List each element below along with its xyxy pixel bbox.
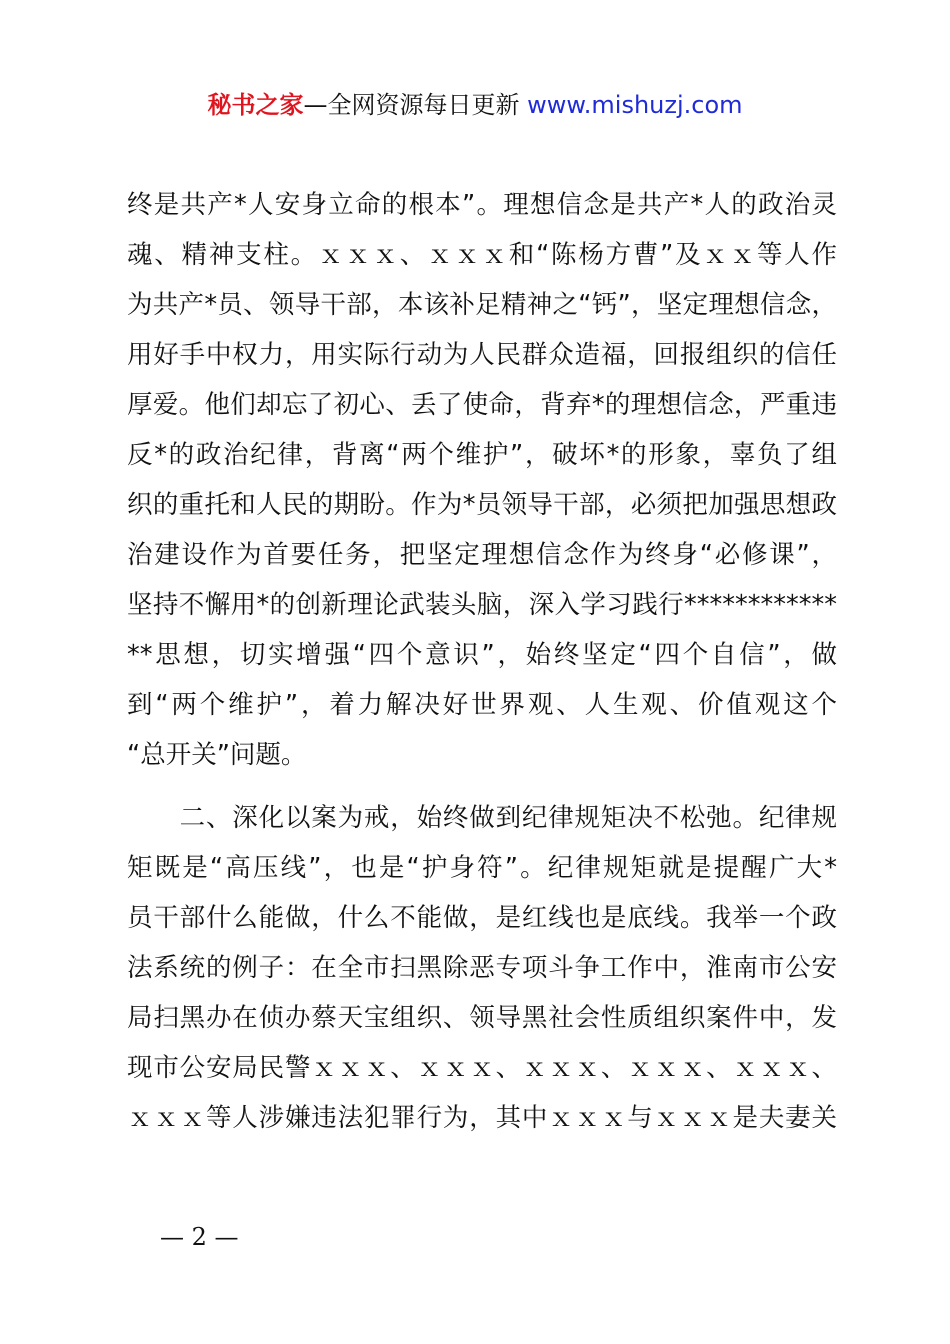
document-body [127,180,837,1143]
text-line: 坚持不懈用*的创新理论武装头脑，深入学习践行************ [127,590,837,620]
text-line: “总开关”问题。 [127,740,307,770]
text-line: 员干部什么能做，什么不能做，是红线也是底线。我举一个政 [127,903,837,933]
brand-name: 秘书之家 [207,91,304,119]
text-line: 治建设作为首要任务，把坚定理想信念作为终身“必修课”， [127,540,837,570]
text-line: 终是共产*人安身立命的根本”。理想信念是共产*人的政治灵 [127,190,837,220]
text-line: 魂、精神支柱。ｘｘｘ、ｘｘｘ和“陈杨方曹”及ｘｘ等人作 [127,240,837,270]
text-line: **思想，切实增强“四个意识”，始终坚定“四个自信”，做 [127,640,837,670]
page-number: — 2 — [160,1223,239,1251]
text-line: 局扫黑办在侦办蔡天宝组织、领导黑社会性质组织案件中，发 [127,1003,837,1033]
site-url-link[interactable]: www.mishuzj.com [527,91,743,119]
paragraph-gap [127,780,837,793]
paragraph-1 [127,180,837,780]
text-line: 反*的政治纪律，背离“两个维护”，破坏*的形象，辜负了组 [127,440,837,470]
text-line: 为共产*员、领导干部，本该补足精神之“钙”，坚定理想信念， [127,290,837,320]
text-line: 现市公安局民警ｘｘｘ、ｘｘｘ、ｘｘｘ、ｘｘｘ、ｘｘｘ、 [127,1053,837,1083]
text-line: 织的重托和人民的期盼。作为*员领导干部，必须把加强思想政 [127,490,837,520]
paragraph-2 [127,793,837,1143]
text-line: ｘｘｘ等人涉嫌违法犯罪行为，其中ｘｘｘ与ｘｘｘ是夫妻关 [127,1103,837,1133]
text-line: 二、深化以案为戒，始终做到纪律规矩决不松弛。纪律规 [127,803,837,833]
header-tagline: —全网资源每日更新 [303,91,528,119]
text-line: 厚爱。他们却忘了初心、丢了使命，背弃*的理想信念，严重违 [127,390,837,420]
text-line: 矩既是“高压线”，也是“护身符”。纪律规矩就是提醒广大* [127,853,837,883]
text-line: 法系统的例子：在全市扫黑除恶专项斗争工作中，淮南市公安 [127,953,837,983]
text-line: 用好手中权力，用实际行动为人民群众造福，回报组织的信任 [127,340,837,370]
text-line: 到“两个维护”，着力解决好世界观、人生观、价值观这个 [127,690,837,720]
site-header [0,88,950,122]
